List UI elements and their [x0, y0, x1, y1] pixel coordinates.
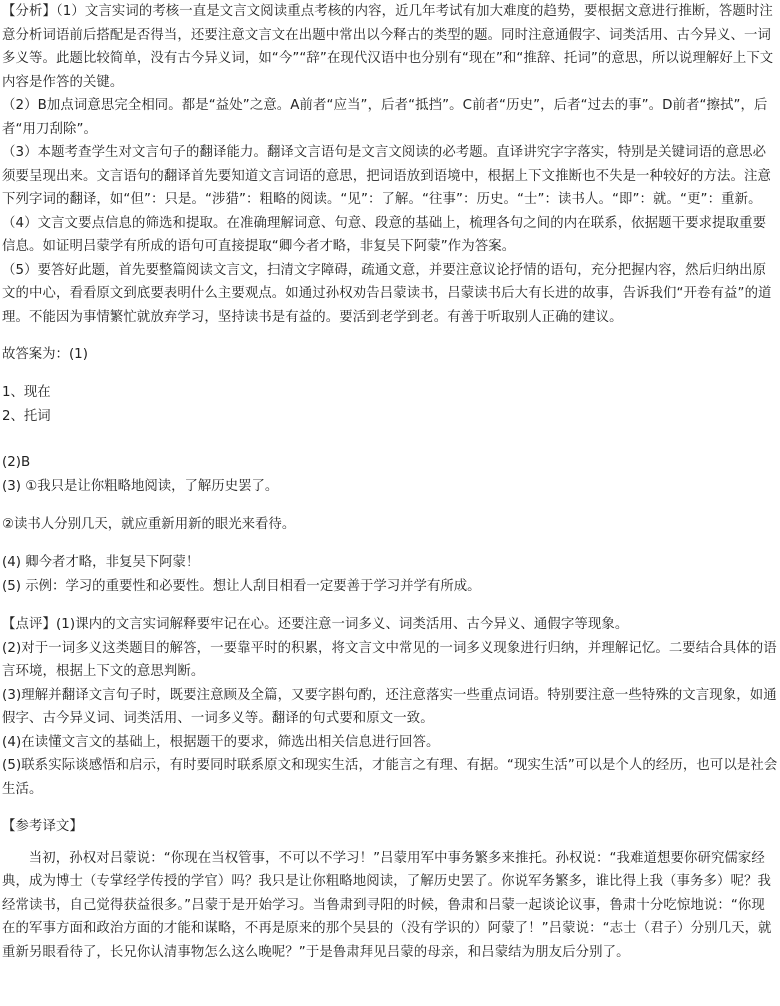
analysis-paragraph-1: 【分析】（1）文言实词的考核一直是文言文阅读重点考核的内容，近几年考试有加大难度的趋势，要根据文意进行推断，答题时注意分析词语前后搭配是否得当，还要注意文言文在出题中常出以今释古的类型的题。同时注意通假字、词类活用、古今异义、一词多义等。此题比较简单，没有古今异义词，如“今”“辞”在现代汉语中也分别有“现在”和“推辞、托词”的意思，所以说理解好上下文内容是作答的关键。: [2, 4, 774, 90]
comment-section: [0, 613, 780, 801]
analysis-paragraph-5: （5）要答好此题，首先要整篇阅读文言文，扫清文字障碍，疏通文意，并要注意议论抒情的语句，充分把握内容，然后归纳出原文的中心，看看原文到底要表明什么主要观点。如通过孙权劝告吕蒙读书，吕蒙读书后大有长进的故事，告诉我们“开卷有益”的道理。不能因为事情繁忙就放弃学习，坚持读书是有益的。要活到老学到老。有善于听取别人正确的建议。: [2, 262, 772, 325]
answer-item-2: 2、托词: [2, 409, 51, 424]
comment-5: (5)联系实际谈感悟和启示，有时要同时联系原文和现实生活，才能言之有理、有据。“现实生活”可以是个人的经历，也可以是社会生活。: [2, 758, 778, 797]
answer-q2: (2)B: [2, 455, 31, 470]
translation-body: 当初，孙权对吕蒙说：“你现在当权管事，不可以不学习！”吕蒙用军中事务繁多来推托。孙权说：“我难道想要你研究儒家经典，成为博士（专掌经学传授的学官）吗？我只是让你粗略地阅读，了解历史罢了。你说军务繁多，谁比得上我（事务多）呢？我经常读书，自己觉得获益很多。”吕蒙于是开始学习。当鲁肃到寻阳的时候，鲁肃和吕蒙一起谈论议事，鲁肃十分吃惊地说：“你现在的军事方面和政治方面的才能和谋略，不再是原来的那个吴县的（没有学识的）阿蒙了！”吕蒙说：“志士（君子）分别几天，就重新另眼看待了，长兄你认清事物怎么这么晚呢？”于是鲁肃拜见吕蒙的母亲，和吕蒙结为朋友后分别了。: [2, 850, 772, 960]
answer-intro: 故答案为：(1): [2, 347, 88, 362]
comment-3: (3)理解并翻译文言句子时，既要注意顾及全篇，又要字斟句酌，还注意落实一些重点词语。特别要注意一些特殊的文言现象，如通假字、古今异义词、词类活用、一词多义等。翻译的句式要和原文一致。: [2, 687, 777, 726]
analysis-paragraph-2: （2）B加点词意思完全相同。都是“益处”之意。A前者“应当”，后者“抵挡”。C前者“历史”，后者“过去的事”。D前者“擦拭”，后者“用刀刮除”。: [2, 98, 768, 137]
analysis-paragraph-3: （3）本题考查学生对文言句子的翻译能力。翻译文言语句是文言文阅读的必考题。直译讲究字字落实，特别是关键词语的意思必须要呈现出来。文言语句的翻译首先要知道文言词语的意思，把词语放到语境中，根据上下文推断也不失是一种较好的方法。注意下列字词的翻译，如“但”：只是。“涉猎”：粗略的阅读。“见”：了解。“往事”：历史。“士”：读书人。“即”：就。“更”：重新。: [2, 145, 771, 207]
analysis-paragraph-4: （4）文言文要点信息的筛选和提取。在准确理解词意、句意、段意的基础上，梳理各句之间的内在联系，依据题干要求提取重要信息。如证明吕蒙学有所成的语句可直接提取“卿今者才略，非复吴下阿蒙”作为答案。: [2, 215, 767, 254]
analysis-section: [0, 0, 780, 329]
answer-q5: (5) 示例：学习的重要性和必要性。想让人刮目相看一定要善于学习并学有所成。: [2, 579, 481, 594]
translation-heading: 【参考译文】: [2, 819, 83, 834]
answer-q3b: ②读书人分别几天，就应重新用新的眼光来看待。: [2, 517, 296, 532]
comment-1: 【点评】(1)课内的文言实词解释要牢记在心。还要注意一词多义、词类活用、古今异义、通假字等现象。: [2, 617, 629, 632]
translation-section: [0, 815, 780, 964]
answer-q4: (4) 卿今者才略，非复吴下阿蒙！: [2, 555, 200, 570]
answer-section: [0, 343, 780, 599]
comment-2: (2)对于一词多义这类题目的解答，一要靠平时的积累，将文言文中常见的一词多义现象进行归纳，并理解记忆。二要结合具体的语言环境，根据上下文的意思判断。: [2, 640, 777, 679]
answer-q3a: (3) ①我只是让你粗略地阅读，了解历史罢了。: [2, 479, 279, 494]
comment-4: (4)在读懂文言文的基础上，根据题干的要求，筛选出相关信息进行回答。: [2, 734, 440, 750]
answer-item-1: 1、现在: [2, 385, 51, 400]
